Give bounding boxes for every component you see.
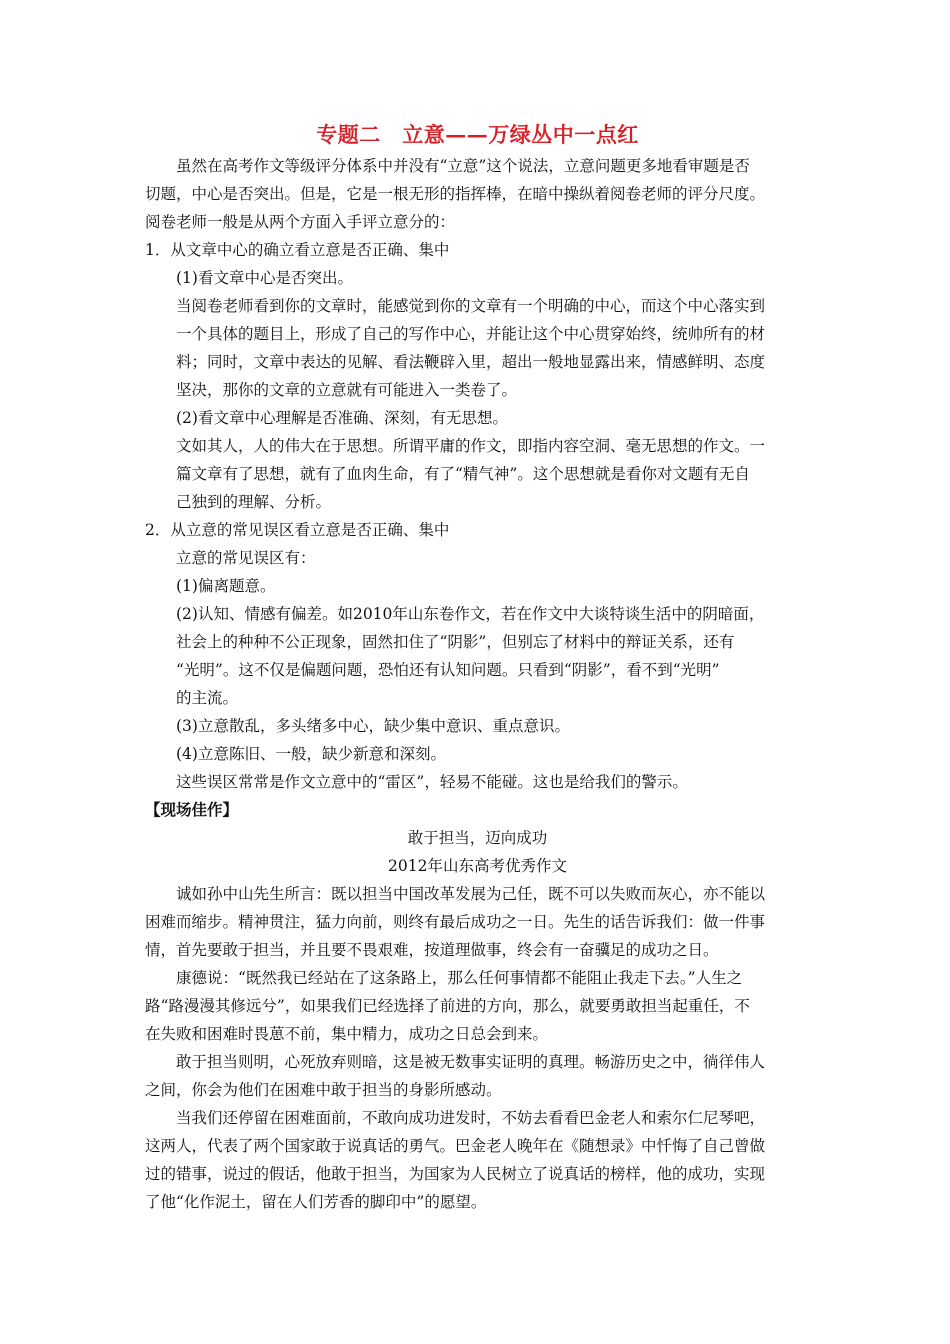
- intro-line: 阅卷老师一般是从两个方面入手评立意分的：: [145, 213, 456, 231]
- section1-item2: (2)看文章中心理解是否准确、深刻，有无思想。: [176, 409, 508, 427]
- essay-p2-line: 路“路漫漫其修远兮”，如果我们已经选择了前进的方向，那么，就要勇敢担当起重任，不: [145, 997, 750, 1015]
- section2-item4: (4)立意陈旧、一般，缺少新意和深刻。: [176, 745, 446, 763]
- section2-item1: (1)偏离题意。: [176, 577, 276, 595]
- section2-item2-line: 的主流。: [176, 689, 239, 707]
- section2-item2-line: 社会上的种种不公正现象，固然扣住了“阴影”，但别忘了材料中的辩证关系，还有: [176, 633, 735, 651]
- section2-item2-line: (2)认知、情感有偏差。如2010年山东卷作文，若在作文中大谈特谈生活中的阴暗面，: [176, 605, 765, 623]
- section1-item1: (1)看文章中心是否突出。: [176, 269, 353, 287]
- section1-para1-line: 坚决，那你的文章的立意就有可能进入一类卷了。: [176, 381, 518, 399]
- section2-closing: 这些误区常常是作文立意中的“雷区”，轻易不能碰。这也是给我们的警示。: [176, 773, 688, 791]
- essay-p4-line: 了他“化作泥土，留在人们芳香的脚印中”的愿望。: [145, 1193, 487, 1211]
- section2-lead: 立意的常见误区有：: [176, 549, 316, 567]
- essay-p4-line: 当我们还停留在困难面前，不敢向成功进发时，不妨去看看巴金老人和索尔仁尼琴吧，: [176, 1109, 766, 1127]
- section2-heading: 2．从立意的常见误区看立意是否正确、集中: [145, 521, 450, 539]
- essay-p2-line: 在失败和困难时畏葸不前，集中精力，成功之日总会到来。: [145, 1025, 549, 1043]
- essay-p3-line: 敢于担当则明，心死放弃则暗，这是被无数事实证明的真理。畅游历史之中，徜徉伟人: [176, 1053, 766, 1071]
- essay-p3-line: 之间，你会为他们在困难中敢于担当的身影所感动。: [145, 1081, 502, 1099]
- essay-p1-line: 诚如孙中山先生所言：既以担当中国改革发展为己任，既不可以失败而灰心，亦不能以: [176, 885, 766, 903]
- essay-p1-line: 情，首先要敢于担当，并且要不畏艰难，按道理做事，终会有一奋骥足的成功之日。: [145, 941, 719, 959]
- section1-para1-line: 当阅卷老师看到你的文章时，能感觉到你的文章有一个明确的中心，而这个中心落实到: [176, 297, 766, 315]
- section1-para2-line: 文如其人，人的伟大在于思想。所谓平庸的作文，即指内容空洞、毫无思想的作文。一: [176, 437, 766, 455]
- section1-heading: 1．从文章中心的确立看立意是否正确、集中: [145, 241, 450, 259]
- essay-p4-line: 过的错事，说过的假话，他敢于担当，为国家为人民树立了说真话的榜样，他的成功，实现: [145, 1165, 766, 1183]
- section1-para2-line: 篇文章有了思想，就有了血肉生命，有了“精气神”。这个思想就是看你对文题有无自: [176, 465, 750, 483]
- section2-item3: (3)立意散乱，多头绪多中心，缺少集中意识、重点意识。: [176, 717, 570, 735]
- section1-para1-line: 料；同时，文章中表达的见解、看法鞭辟入里，超出一般地显露出来，情感鲜明、态度: [176, 353, 766, 371]
- intro-line: 切题，中心是否突出。但是，它是一根无形的指挥棒，在暗中操纵着阅卷老师的评分尺度。: [145, 185, 766, 203]
- essay-p1-line: 困难而缩步。精神贯注，猛力向前，则终有最后成功之一日。先生的话告诉我们：做一件事: [145, 913, 766, 931]
- document-title: 专题二 立意——万绿丛中一点红: [316, 122, 639, 147]
- showcase-label: 【现场佳作】: [145, 800, 239, 819]
- essay-title: 敢于担当，迈向成功: [407, 829, 548, 847]
- section1-para2-line: 己独到的理解、分析。: [176, 493, 332, 511]
- intro-line: 虽然在高考作文等级评分体系中并没有“立意”这个说法，立意问题更多地看审题是否: [176, 157, 750, 175]
- document-page: [145, 118, 810, 1216]
- essay-subtitle: 2012年山东高考优秀作文: [388, 857, 567, 875]
- section2-item2-line: “光明”。这不仅是偏题问题，恐怕还有认知问题。只看到“阴影”，看不到“光明”: [176, 661, 720, 679]
- section1-para1-line: 一个具体的题目上，形成了自己的写作中心，并能让这个中心贯穿始终，统帅所有的材: [176, 325, 766, 343]
- essay-p4-line: 这两人，代表了两个国家敢于说真话的勇气。巴金老人晚年在《随想录》中忏悔了自己曾做: [145, 1137, 766, 1155]
- essay-p2-line: 康德说：“既然我已经站在了这条路上，那么任何事情都不能阻止我走下去。”人生之: [176, 969, 743, 987]
